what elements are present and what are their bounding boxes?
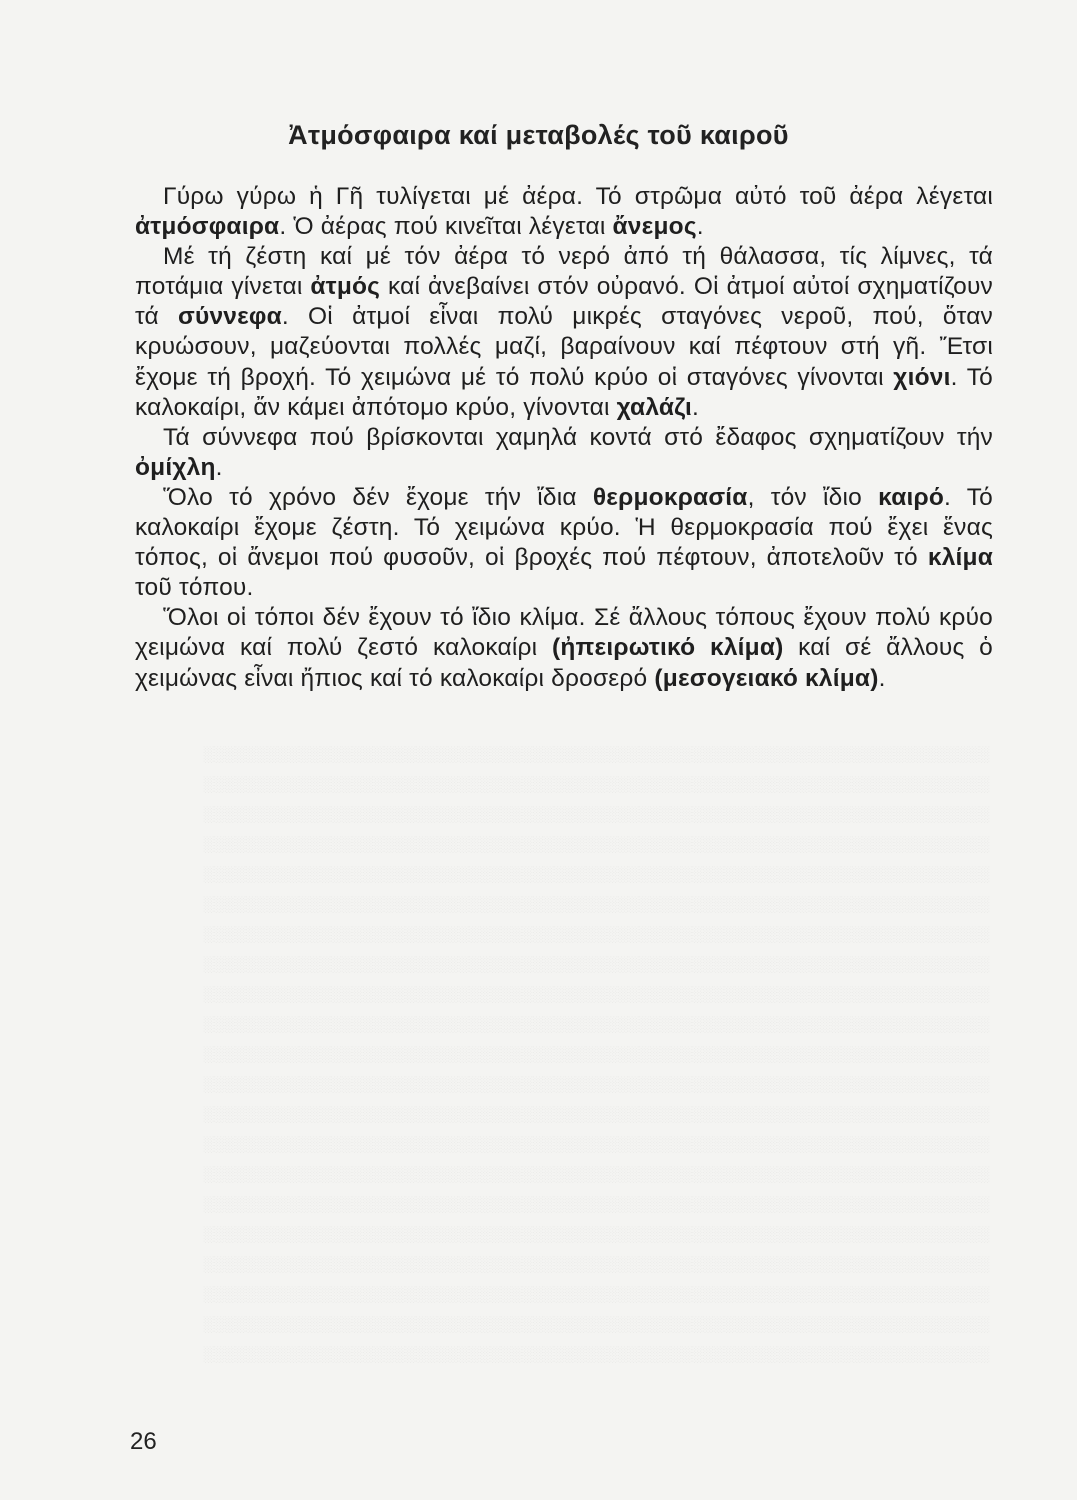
text-run: Ὅλο τό χρόνο δέν ἔχομε τήν ἴδια (163, 483, 593, 511)
term-vapour: ἀτμός (310, 273, 381, 301)
paragraph-5 (135, 603, 993, 693)
text-run: . Τό καλοκαίρι, ἄν κάμει ἀπότομο κρύο, γίνονται (135, 363, 994, 421)
term-mediterranean-climate: (μεσογειακό κλίμα) (654, 664, 879, 692)
term-weather: καιρό (878, 483, 944, 511)
text-run: . Τό καλοκαίρι ἔχομε ζέστη. Τό χειμώνα κρύο. Ἡ θερμοκρασία πού ἔχει ἕνας τόπος, οἱ ἄνεμοι πού φυσοῦν, οἱ βροχές πού πέφτουν, ἀποτελοῦν τό (135, 483, 994, 572)
page-number: 26 (130, 1428, 157, 1455)
paragraph-4 (135, 483, 993, 603)
text-run: , τόν ἴδιο (747, 483, 879, 511)
term-clouds: σύννεφα (178, 303, 282, 331)
text-run: . Ὁ ἀέρας πού κινεῖται λέγεται (279, 213, 613, 241)
term-continental-climate: (ἠπειρωτικό κλίμα) (552, 634, 784, 662)
paragraph-2 (135, 242, 993, 423)
term-wind: ἄνεμος (612, 213, 697, 241)
term-atmosphere: ἀτμόσφαιρα (135, 213, 280, 241)
text-run: καί σέ ἄλλους ὁ χειμώνας εἶναι ἤπιος καί τό καλοκαίρι δροσερό (135, 634, 994, 692)
text-run: . (696, 213, 704, 241)
term-snow: χιόνι (893, 363, 951, 391)
term-fog: ὀμίχλη (135, 453, 216, 481)
text-run: . Οἱ ἀτμοί εἶναι πολύ μικρές σταγόνες νεροῦ, πού, ὅταν κρυώσουν, μαζεύονται πολλές μαζί, βαραίνουν καί πέφτουν στή γῆ. Ἔτσι ἔχομε τή βροχή. Τό χειμώνα μέ τό πολύ κρύο οἱ σταγόνες γίνονται (135, 303, 994, 391)
term-hail: χαλάζι (616, 393, 693, 421)
text-run: Μέ τή ζέστη καί μέ τόν ἀέρα τό νερό ἀπό τή θάλασσα, τίς λίμνες, τά ποτάμια γίνεται (135, 243, 993, 301)
text-run: Τά σύννεφα πού βρίσκονται χαμηλά κοντά στό ἔδαφος σχηματίζουν τήν (163, 423, 993, 451)
paragraph-1 (135, 182, 993, 242)
page-title: Ἀτμόσφαιρα καί μεταβολές τοῦ καιροῦ (288, 120, 789, 150)
text-run: Ὅλοι οἱ τόποι δέν ἔχουν τό ἴδιο κλίμα. Σέ ἄλλους τόπους ἔχουν πολύ κρύο χειμώνα καί πολύ ζεστό καλοκαίρι (135, 604, 993, 662)
text-run: καί ἀνεβαίνει στόν οὐρανό. Οἱ ἀτμοί αὐτοί σχηματίζουν τά (135, 273, 993, 331)
text-run: . (215, 453, 223, 481)
text-run: Γύρω γύρω ἡ Γῆ τυλίγεται μέ ἀέρα. Τό στρῶμα αὐτό τοῦ ἀέρα λέγεται (163, 183, 993, 210)
term-temperature: θερμοκρασία (592, 483, 748, 511)
show-through-texture: ░░░░░░░░░░░░░░░░░░░░░░░░░░░░░░░░░░░░░░░░░░░░░░░░░░░░░░░░░░░░░░░░░░░░░░░░░░ ░░░░░░░░░░░░░░░░░░░░░░░░░░░░░░░░░░░░░░░░░░░░░░░░░░░░░░░░░░░░░░░░░░░░░░░░░░ ░░░░░░░░░░░░░░░░░░░░░░░░░░░░░░░░░░░░░░░░░░░░░░░░░░░░░░░░░░░░░░░░░░░░░░░░░░ ░░░░░░░░░░░░░░░░░░░░░░░░░░░░░░░░░░░░░░░░░░░░░░░░░░░░░░░░░░░░░░░░░░░░░░░░░░ ░░░░░░░░░░░░░░░░░░░░░░░░░░░░░░░░░░░░░░░░░░░░░░░░░░░░░░░░░░░░░░░░░░░░░░░░░░ ░░░░░░░░░░░░░░░░░░░░░░░░░░░░░░░░░░░░░░░░░░░░░░░░░░░░░░░░░░░░░░░░░░░░░░░░░░ ░░░░░░░░░░░░░░░░░░░░░░░░░░░░░░░░░░░░░░░░░░░░░░░░░░░░░░░░░░░░░░░░░░░░░░░░░░ ░░░░░░░░░░░░░░░░░░░░░░░░░░░░░░░░░░░░░░░░░░░░░░░░░░░░░░░░░░░░░░░░░░░░░░░░░░ ░░░░░░░░░░░░░░░░░░░░░░░░░░░░░░░░░░░░░░░░░░░░░░░░░░░░░░░░░░░░░░░░░░░░░░░░░░ ░░░░░░░░░░░░░░░░░░░░░░░░░░░░░░░░░░░░░░░░░░░░░░░░░░░░░░░░░░░░░░░░░░░░░░░░░░ ░░░░░░░░░░░░░░░░░░░░░░░░░░░░░░░░░░░░░░░░░░░░░░░░░░░░░░░░░░░░░░░░░░░░░░░░░░ ░░░░░░░░░░░░░░░░░░░░░░░░░░░░░░░░░░░░░░░░░░░░░░░░░░░░░░░░░░░░░░░░░░░░░░░░░░ ░░░░░░░░░░░░░░░░░░░░░░░░░░░░░░░░░░░░░░░░░░░░░░░░░░░░░░░░░░░░░░░░░░░░░░░░░░ ░░░░░░░░░░░░░░░░░░░░░░░░░░░░░░░░░░░░░░░░░░░░░░░░░░░░░░░░░░░░░░░░░░░░░░░░░░ ░░░░░░░░░░░░░░░░░░░░░░░░░░░░░░░░░░░░░░░░░░░░░░░░░░░░░░░░░░░░░░░░░░░░░░░░░░ ░░░░░░░░░░░░░░░░░░░░░░░░░░░░░░░░░░░░░░░░░░░░░░░░░░░░░░░░░░░░░░░░░░░░░░░░░░ ░░░░░░░░░░░░░░░░░░░░░░░░░░░░░░░░░░░░░░░░░░░░░░░░░░░░░░░░░░░░░░░░░░░░░░░░░░ ░░░░░░░░░░░░░░░░░░░░░░░░░░░░░░░░░░░░░░░░░░░░░░░░░░░░░░░░░░░░░░░░░░░░░░░░░░ ░░░░░░░░░░░░░░░░░░░░░░░░░░░░░░░░░░░░░░░░░░░░░░░░░░░░░░░░░░░░░░░░░░░░░░░░░░ ░░░░░░░░░░░░░░░░░░░░░░░░░░░░░░░░░░░░░░░░░░░░░░░░░░░░░░░░░░░░░░░░░░░░░░░░░░ ░░░░░░░░░░░░░░░░░░░░░░░░░░░░░░░░░░░░░░░░░░░░░░░░░░░░░░░░░░░░░░░░░░░░░░░░░░ (203, 747, 990, 1363)
body-text (135, 182, 993, 694)
text-run: . (692, 393, 700, 421)
term-climate: κλίμα (927, 544, 993, 572)
text-run: τοῦ τόπου. (135, 574, 254, 602)
text-run: . (878, 664, 886, 692)
paragraph-3 (135, 423, 993, 483)
